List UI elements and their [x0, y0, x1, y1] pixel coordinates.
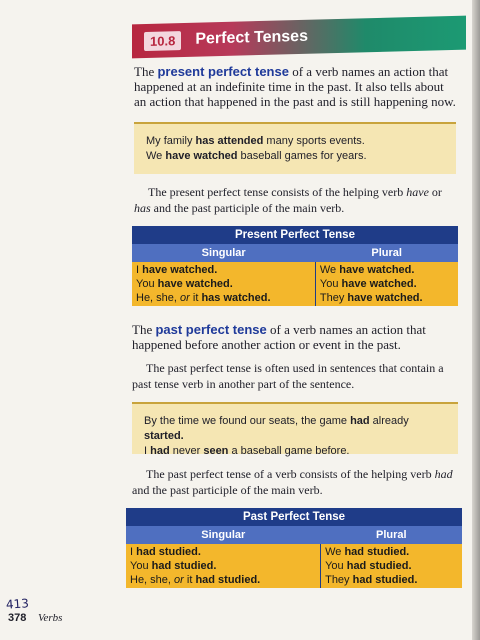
verb-form: had studied.: [344, 546, 410, 558]
plural-header: Plural: [315, 244, 458, 262]
verb-form: has watched.: [201, 292, 271, 304]
example-verb: seen: [203, 445, 229, 457]
past-perfect-explanation: [132, 466, 458, 498]
pronoun: He, she,: [136, 292, 181, 304]
page-number: 378: [8, 612, 27, 624]
present-perfect-explanation: [134, 184, 458, 216]
example-text: a baseball game before.: [228, 445, 350, 457]
handwritten-page-number: 413: [5, 596, 30, 612]
verb-form: had studied.: [195, 574, 261, 586]
example-text: baseball games for years.: [237, 150, 367, 162]
example-verb: had: [150, 445, 170, 457]
conjugation-row: [325, 545, 458, 559]
singular-header: Singular: [126, 526, 321, 544]
section-label: Verbs: [38, 612, 63, 624]
pronoun: They: [325, 574, 353, 586]
singular-column: [132, 262, 315, 306]
example-sentence: [146, 134, 444, 149]
table-title: Past Perfect Tense: [126, 508, 462, 526]
pronoun: I: [130, 546, 137, 558]
pronoun: He, she,: [130, 574, 175, 586]
verb-form: had studied.: [136, 546, 201, 558]
helping-verb: have: [406, 185, 429, 199]
pronoun: it: [183, 574, 196, 586]
example-text: I: [144, 445, 151, 457]
pronoun: I: [136, 264, 143, 276]
helping-verb: had: [434, 467, 453, 481]
definition-after: of a verb names an action that happened at an indefinite time in the past. It also tells about an action that happened in the past and is still happening now.: [134, 64, 456, 109]
present-perfect-definition: [134, 64, 456, 109]
example-text: never: [169, 445, 204, 457]
verb-form: have watched.: [157, 278, 233, 290]
pronoun: They: [319, 292, 348, 304]
present-perfect-examples: [134, 122, 456, 174]
pronoun: You: [136, 278, 158, 290]
example-sentence: [144, 414, 446, 444]
example-verb: started.: [144, 430, 184, 442]
singular-header: Singular: [132, 244, 315, 262]
conjugation-row: [136, 263, 311, 277]
conjugation-row: [320, 291, 454, 305]
example-sentence: [146, 149, 444, 164]
conjugation-row: [130, 559, 316, 573]
definition-before: The: [134, 64, 158, 79]
singular-column: [126, 544, 321, 588]
past-perfect-table: [126, 508, 462, 588]
example-verb: had: [350, 415, 370, 427]
verb-form: have watched.: [142, 264, 218, 276]
example-text: many sports events.: [263, 135, 365, 147]
plural-header: Plural: [321, 526, 462, 544]
conjunction: or: [180, 292, 190, 304]
example-sentence: [144, 444, 446, 459]
section-banner: [132, 16, 466, 59]
example-text: We: [146, 150, 166, 162]
conjunction: or: [174, 574, 184, 586]
helping-verb: has: [134, 201, 151, 215]
example-text: My family: [146, 135, 196, 147]
conjugation-row: [320, 277, 454, 291]
section-number: 10.8: [144, 31, 181, 51]
conjugation-row: [320, 263, 454, 277]
example-verb: have watched: [165, 150, 238, 162]
pronoun: You: [130, 560, 152, 572]
pronoun: We: [319, 264, 340, 276]
verb-form: had studied.: [346, 560, 412, 572]
conjugation-row: [136, 277, 311, 291]
section-title: Perfect Tenses: [195, 27, 308, 48]
present-perfect-table: [132, 226, 458, 306]
present-perfect-term: present perfect tense: [157, 64, 289, 79]
pronoun: We: [325, 546, 345, 558]
past-perfect-term: past perfect tense: [155, 322, 267, 337]
conjugation-row: [136, 291, 311, 305]
example-verb: has attended: [195, 135, 264, 147]
verb-form: have watched.: [341, 278, 417, 290]
page-edge: [472, 0, 480, 640]
verb-form: have watched.: [347, 292, 423, 304]
conjugation-row: [325, 573, 458, 587]
conjugation-row: [130, 573, 316, 587]
definition-after: of a verb names an action that happened before another action or event in the past.: [132, 322, 426, 352]
plural-column: [321, 544, 462, 588]
example-text: By the time we found our seats, the game: [144, 415, 351, 427]
verb-form: have watched.: [339, 264, 415, 276]
pronoun: You: [325, 560, 347, 572]
definition-before: The: [132, 322, 156, 337]
pronoun: You: [319, 278, 342, 290]
past-perfect-examples: [132, 402, 458, 457]
conjugation-row: [325, 559, 458, 573]
verb-form: had studied.: [352, 574, 418, 586]
table-title: Present Perfect Tense: [132, 226, 458, 244]
verb-form: had studied.: [151, 560, 217, 572]
past-perfect-usage: The past perfect tense is often used in sentences that contain a past tense verb in another part of the sentence.: [132, 361, 444, 391]
example-text: already: [369, 415, 409, 427]
explanation-text: The past perfect tense of a verb consists of the helping verb had and the past participle of the main verb.: [132, 467, 453, 497]
explanation-text: The present perfect tense consists of the helping verb have or has and the past participle of the main verb.: [134, 185, 442, 215]
conjugation-row: [130, 545, 316, 559]
plural-column: [315, 262, 458, 306]
past-perfect-definition: [132, 322, 456, 352]
pronoun: it: [189, 292, 202, 304]
